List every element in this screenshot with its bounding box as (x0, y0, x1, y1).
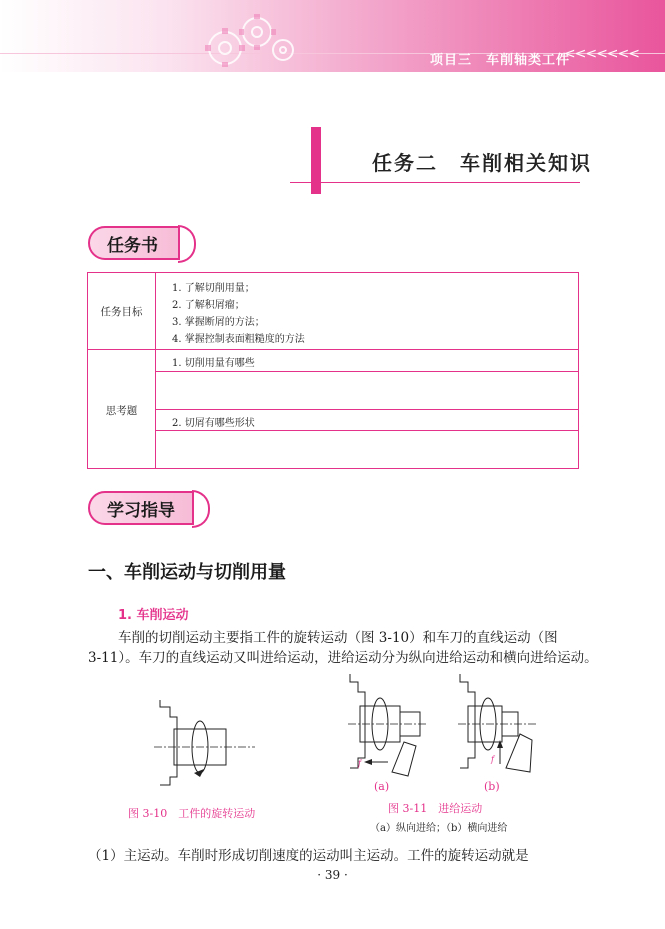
table-question: 1. 切削用量有哪些 (172, 358, 255, 369)
figure-caption: 图 3-10 工件的旋转运动 (128, 807, 256, 820)
task-title-rule (290, 182, 580, 183)
section-tag-task-book (88, 226, 180, 260)
table-list-item: 2. 了解积屑瘤； (172, 300, 245, 311)
table-list-item: 3. 掌握断屑的方法； (172, 317, 265, 328)
section-tag-arc (192, 490, 210, 528)
task-title-accent-bar (311, 127, 321, 194)
table-question: 2. 切屑有哪些形状 (172, 418, 255, 429)
figure-3-11b-cross-feed (440, 672, 540, 782)
table-row-separator (88, 349, 578, 350)
section-tag-arc (178, 225, 196, 263)
figure-caption: 图 3-11 进给运动 (388, 802, 483, 815)
figure-3-10-rotation-diagram (150, 695, 260, 790)
header-chapter-title: 项目三 车削轴类工件 (429, 53, 570, 68)
table-list-item: 4. 掌握控制表面粗糙度的方法 (172, 334, 305, 345)
table-sub-separator (155, 371, 578, 372)
page-number: · 39 · (317, 868, 348, 882)
paragraph-line: （1）主运动。车削时形成切削速度的运动叫主运动。工件的旋转运动就是 (88, 848, 529, 864)
task-title: 任务二 车削相关知识 (372, 151, 592, 175)
figure-3-11a-longitudinal-feed (330, 672, 430, 782)
section-tag-label: 学习指导 (107, 500, 175, 521)
section-tag-study-guide (88, 491, 194, 525)
paragraph-line: 3-11）。车刀的直线运动又叫进给运动，进给运动分为纵向进给运动和横向进给运动。 (88, 650, 598, 666)
section-tag-label: 任务书 (107, 235, 158, 256)
gears-icon (195, 8, 305, 68)
section-heading: 一、车削运动与切削用量 (88, 562, 286, 583)
feed-label-f: f (358, 759, 361, 768)
paragraph-line: 车削的切削运动主要指工件的旋转运动（图 3-10）和车刀的直线运动（图 (118, 630, 558, 646)
table-row-label: 任务目标 (100, 306, 143, 318)
table-sub-separator (155, 430, 578, 431)
table-sub-separator (155, 409, 578, 410)
figure-sublabel: (a) (374, 780, 390, 793)
figure-sublabel: (b) (484, 780, 500, 793)
feed-label-f: f (491, 755, 494, 764)
table-list-item: 1. 了解切削用量； (172, 283, 255, 294)
chevrons-icon: <<<<<<< (563, 46, 639, 62)
figure-subcaption: （a）纵向进给；（b）横向进给 (370, 823, 508, 834)
table-row-label: 思考题 (105, 405, 138, 417)
task-table (87, 272, 579, 469)
subsection-heading: 1. 车削运动 (118, 608, 189, 623)
